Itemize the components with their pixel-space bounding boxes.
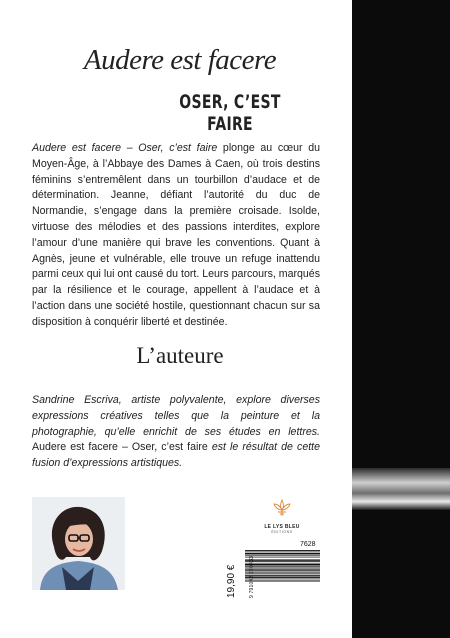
barcode-bar — [245, 564, 320, 565]
summary-book-title: Audere est facere – Oser, c’est faire — [32, 142, 218, 154]
spine-image-band — [352, 468, 450, 510]
author-bio-outro: est le résultat de cette fusion d’expressions artistiques. — [32, 441, 320, 470]
barcode-bar — [245, 575, 320, 576]
summary-body: plonge au cœur du Moyen-Âge, à l’Abbaye des Dames à Caen, où trois destins féminins s’entremêlent dans un tourbillon d’audace et de détermination. Jeanne, défiant l’autorité du duc de Normandie, s’engage dans la première croisade. Isolde, virtuose des mélodies et des passions interdites, explore l’amour d’une manière qui brave les conventions. Quant à Agnès, jeune et vulnérable, elle trouve un refuge inattendu parmi ceux qui lui ont causé du tort. Leurs parcours, marqués par la résilience et le courage, appellent à l’audace et à l’action dans une société hostile, questionnant chacun sur sa disposition à conquérir liberté et destinée. — [32, 142, 320, 328]
barcode-bar — [245, 555, 320, 556]
price-label: 19,90 € — [226, 564, 237, 598]
publisher-sub: ÉDITIONS — [271, 530, 293, 534]
publisher-name: LE LYS BLEU — [264, 524, 300, 530]
barcode-bar — [245, 573, 320, 574]
barcode-bar — [245, 561, 320, 562]
barcode-bars — [245, 549, 320, 593]
author-photo — [32, 497, 125, 590]
lily-icon — [272, 498, 292, 518]
book-title: Audere est facere — [83, 44, 277, 76]
barcode-bar — [245, 560, 320, 561]
barcode-bar — [245, 553, 320, 554]
summary-text — [32, 141, 320, 331]
barcode — [245, 549, 320, 593]
barcode-bar — [245, 569, 320, 570]
author-bio-intro: Sandrine Escriva, artiste polyvalente, explore diverses expressions créatives telles que la peinture et la photographie, qu’elle enrichit de ses études en lettres. — [32, 394, 320, 438]
book-subtitle: OSER, C’EST FAIRE — [179, 92, 281, 136]
author-heading: L’auteure — [136, 343, 224, 368]
book-spine — [352, 0, 450, 638]
author-bio-book-title: Audere est facere – Oser, c’est faire — [32, 441, 208, 454]
barcode-bar — [245, 550, 320, 551]
author-bio — [32, 393, 320, 472]
product-code: 7628 — [300, 541, 316, 548]
barcode-bar — [245, 577, 320, 578]
barcode-bar — [245, 581, 320, 582]
barcode-bar — [245, 566, 320, 567]
isbn-digits: 9 791042 220433 — [249, 556, 255, 598]
author-portrait-image — [32, 497, 125, 590]
